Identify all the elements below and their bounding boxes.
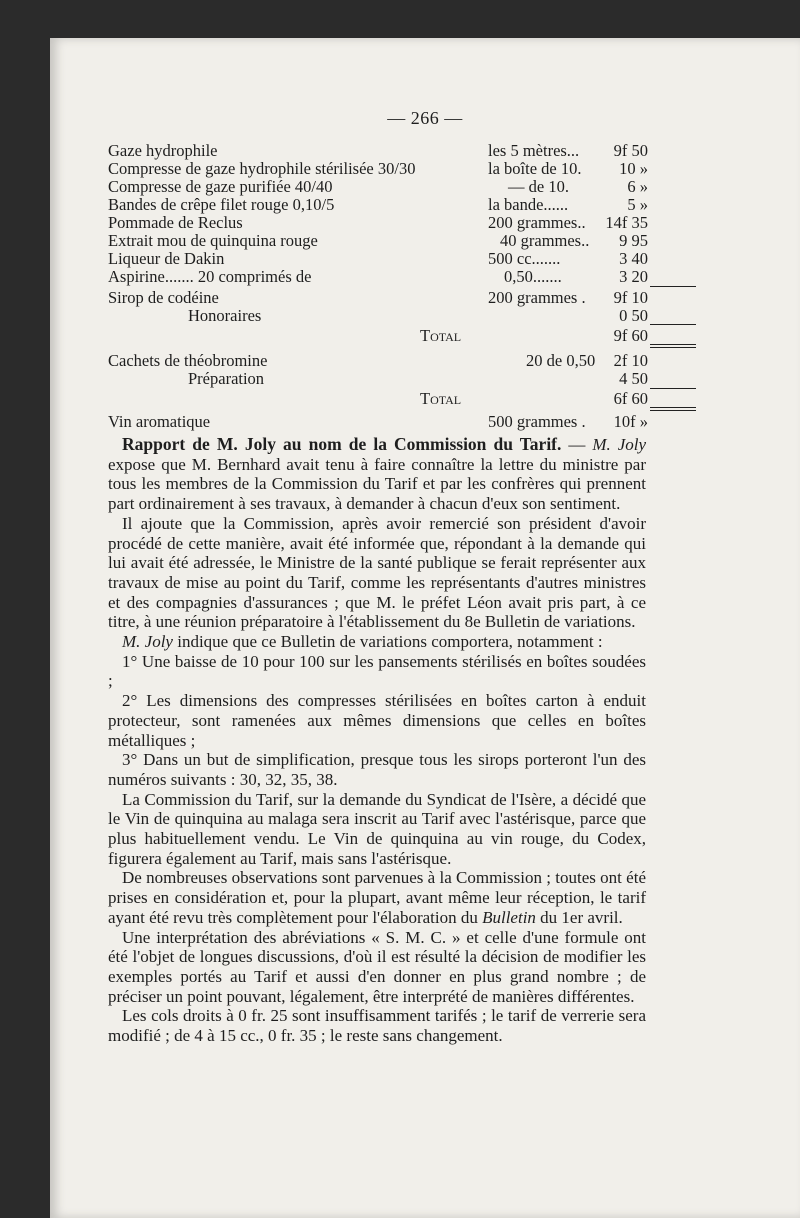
item-price: 6 »: [627, 177, 648, 196]
price-row: [108, 142, 648, 160]
item-qty: la boîte de 10.: [488, 159, 582, 178]
item-name: Sirop de codéine: [108, 288, 219, 307]
item-price: 2f 10: [613, 351, 648, 370]
price-row: [108, 250, 648, 268]
price-row: [108, 268, 648, 286]
item-name: Aspirine....... 20 comprimés de: [108, 267, 312, 286]
paragraph-text: De nombreuses observations sont parvenues à la Commission ; toutes ont été prises en considération et, pour la plupart, avant même leur réception, le tarif ayant été revu très complètement pour l'élaboration du: [108, 868, 646, 927]
item-price: 4 50: [619, 369, 648, 388]
report-paragraph-8: [108, 868, 646, 927]
report-paragraph-4: 1° Une baisse de 10 pour 100 sur les pansements stérilisés en boîtes soudées ;: [108, 651, 646, 691]
report-paragraph-9: Une interprétation des abréviations « S. M. C. » et celle d'une formule ont été l'objet de longues discussions, d'où il est résulté la décision de modifier les exemples portés au Tarif et aussi d'en donner en plus grand nombre ; de préciser un point pouvant, légalement, être interprété de manières différentes.: [108, 927, 646, 1006]
item-price: 14f 35: [605, 213, 648, 232]
total-row: [108, 327, 648, 345]
item-qty: 200 grammes .: [488, 288, 586, 307]
price-row: [108, 160, 648, 178]
item-price: 10 »: [619, 159, 648, 178]
item-qty: 500 cc.......: [488, 249, 561, 268]
item-qty: les 5 mètres...: [488, 141, 580, 160]
item-price: 5 »: [627, 195, 648, 214]
report-paragraph-6: 3° Dans un but de simplification, presque tous les sirops porteront l'un des numéros suivants : 30, 32, 35, 38.: [108, 750, 646, 789]
report-paragraph-10: Les cols droits à 0 fr. 25 sont insuffisamment tarifés ; le tarif de verrerie sera modifié ; de 4 à 15 cc., 0 fr. 35 ; le reste sans changement.: [108, 1006, 646, 1046]
sirop-row: [108, 289, 648, 307]
item-price: 9 95: [619, 231, 648, 250]
item-name: Honoraires: [188, 306, 262, 325]
item-price: 9f 50: [613, 141, 648, 160]
item-name: Vin aromatique: [108, 412, 211, 431]
preparation-row: [108, 370, 648, 388]
item-name: Extrait mou de quinquina rouge: [108, 231, 318, 250]
total-price: 6f 60: [613, 389, 648, 408]
price-rule: [650, 286, 696, 287]
item-name: Gaze hydrophile: [108, 141, 218, 160]
item-qty: 500 grammes .: [488, 412, 586, 431]
price-rule: [650, 410, 696, 411]
report-body: [108, 435, 646, 1046]
total-row: [108, 390, 648, 408]
total-label: Total: [420, 389, 462, 408]
total-label: Total: [420, 326, 462, 345]
paragraph-end: du 1er avril.: [540, 907, 623, 927]
report-paragraph-2: Il ajoute que la Commission, après avoir remercié son président d'avoir procédé de cette manière, avait été informée que, répondant à la demande qui lui avait été adressée, le Ministre de la santé publique se ferait représenter aux travaux de mise au point du Tarif, comme les représentants d'autres ministres et des compagnies d'assurances ; que M. le préfet Léon avait pris part, à ce titre, à une réunion préparatoire à l'établissement du 8e Bulletin de variations.: [108, 513, 646, 632]
cachets-row: [108, 352, 648, 370]
report-paragraph-1: [108, 435, 646, 514]
item-name: Pommade de Reclus: [108, 213, 243, 232]
item-price: 3 40: [619, 249, 648, 268]
price-row: [108, 178, 648, 196]
item-name: Cachets de théobromine: [108, 351, 268, 370]
item-qty: 40 grammes..: [500, 231, 590, 250]
report-paragraph-5: 2° Les dimensions des compresses stérilisées en boîtes carton à enduit protecteur, sont ramenées aux mêmes dimensions que celles en boîtes métalliques ;: [108, 691, 646, 750]
item-name: Liqueur de Dakin: [108, 249, 225, 268]
page-number: — 266 —: [387, 108, 463, 128]
item-name: Compresse de gaze purifiée 40/40: [108, 177, 333, 196]
price-rule: [650, 388, 696, 389]
item-price: 3 20: [619, 267, 648, 286]
honoraires-row: [108, 307, 648, 325]
item-qty: la bande......: [488, 195, 569, 214]
item-qty: 20 de 0,50: [526, 351, 596, 370]
item-qty: — de 10.: [508, 177, 569, 196]
price-rule: [650, 344, 696, 345]
price-rule: [650, 347, 696, 348]
price-rule: [650, 324, 696, 325]
title-dash: —: [568, 435, 586, 454]
report-title: Rapport de M. Joly au nom de la Commission du Tarif.: [122, 434, 562, 454]
item-price: 0 50: [619, 306, 648, 325]
price-row: [108, 232, 648, 250]
item-price: 10f »: [613, 412, 648, 431]
price-row: [108, 214, 648, 232]
bulletin-word: Bulletin: [482, 907, 536, 927]
person-name: M. Joly: [592, 435, 647, 454]
person-name: M. Joly: [122, 632, 173, 652]
price-row: [108, 196, 648, 214]
vin-row: [108, 413, 648, 431]
item-name: Compresse de gaze hydrophile stérilisée 30/30: [108, 159, 416, 178]
paragraph-text: indique que ce Bulletin de variations comportera, notamment :: [177, 632, 603, 652]
report-paragraph-3: [108, 632, 646, 652]
report-paragraph-7: La Commission du Tarif, sur la demande du Syndicat de l'Isère, a décidé que le Vin de quinquina au malaga sera inscrit au Tarif avec l'astérisque, parce que plus habituellement vendu. Le Vin de quinquina au vin rouge, du Codex, figurera également au Tarif, mais sans l'astérisque.: [108, 789, 646, 868]
price-rule: [650, 407, 696, 408]
item-qty: 0,50.......: [504, 267, 562, 286]
item-name: Préparation: [188, 369, 265, 388]
item-name: Bandes de crêpe filet rouge 0,10/5: [108, 195, 335, 214]
item-price: 9f 10: [613, 288, 648, 307]
total-price: 9f 60: [613, 326, 648, 345]
paragraph-text: expose que M. Bernhard avait tenu à faire connaître la lettre du ministre par tous les membres de la Commission du Tarif et par les confrères qui prennent part ordinairement à ses travaux, à demander à chacun d'eux son sentiment.: [108, 454, 646, 514]
item-qty: 200 grammes..: [488, 213, 586, 232]
